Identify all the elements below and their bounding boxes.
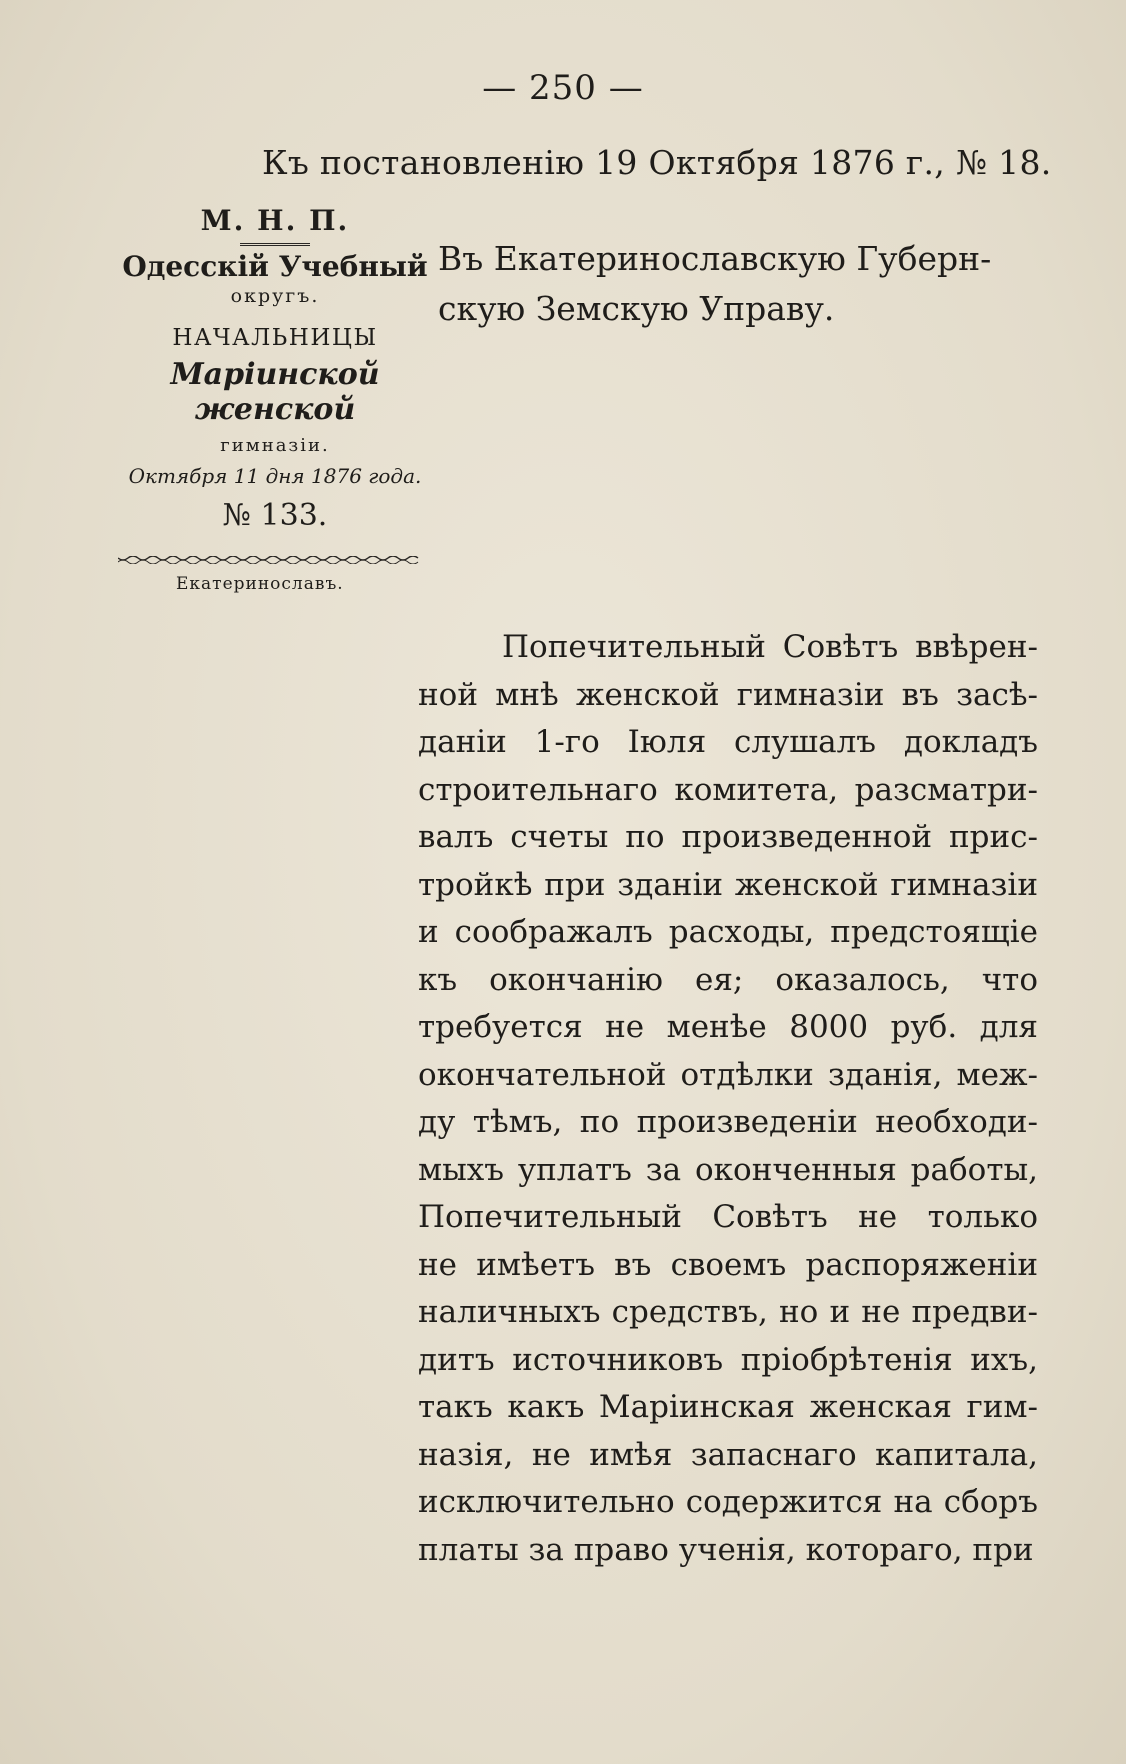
sender-block (110, 204, 440, 533)
body-line: ду тѣмъ, по произведеніи необходи- (418, 1104, 1038, 1140)
body-line: требуется не менѣе 8000 руб. для (418, 1009, 1038, 1045)
office-title: НАЧАЛЬНИЦЫ (172, 325, 378, 351)
body-line: назія, не имѣя запаснаго капитала, (418, 1436, 1038, 1473)
page-number: — 250 — (482, 68, 644, 108)
body-line: къ окончанію ея; оказалось, что (418, 961, 1038, 998)
addressee-line: скую Земскую Управу. (438, 289, 835, 328)
body-line: платы за право ученія, котораго, при (418, 1531, 1034, 1568)
body-line: тройкѣ при зданіи женской гимназіи (418, 866, 1038, 903)
body-line: строительнаго комитета, разсматри- (418, 771, 1038, 808)
body-line: ной мнѣ женской гимназіи въ засѣ- (418, 676, 1038, 713)
body-line: наличныхъ средствъ, но и не предви- (418, 1294, 1038, 1330)
body-line: такъ какъ Маріинская женская гим- (418, 1389, 1038, 1425)
letter-number: № 133. (222, 498, 328, 533)
body-line: мыхъ уплатъ за оконченныя работы, (418, 1151, 1038, 1188)
body-line: окончательной отдѣлки зданія, меж- (418, 1056, 1038, 1093)
body-line: исключительно содержится на сборъ (418, 1484, 1038, 1520)
addressee (438, 234, 1048, 334)
body-text (418, 624, 1038, 1574)
wavy-divider (118, 556, 423, 564)
body-line: дитъ источниковъ пріобрѣтенія ихъ, (418, 1341, 1038, 1378)
ministry-rule (240, 243, 310, 246)
district-line1: Одесскій Учебный (122, 250, 428, 283)
ministry-abbrev: М. Н. П. (200, 204, 350, 237)
body-line: не имѣетъ въ своемъ распоряженіи (418, 1246, 1038, 1283)
district-line2: округъ. (230, 285, 320, 307)
body-line: валъ счеты по произведенной прис- (418, 819, 1038, 855)
school-name-line2: гимназіи. (220, 435, 330, 456)
city-name: Екатеринославъ. (176, 574, 344, 594)
school-name-line1: Маріинской женской (170, 357, 380, 427)
body-line: Попечительный Совѣтъ ввѣрен- (502, 629, 1038, 665)
body-line: даніи 1-го Іюля слушалъ докладъ (418, 724, 1038, 760)
reference-line: Къ постановленію 19 Октября 1876 г., № 18. (262, 143, 1052, 182)
body-line: Попечительный Совѣтъ не только (418, 1199, 1038, 1235)
body-line: и соображалъ расходы, предстоящіе (418, 914, 1038, 950)
addressee-line: Въ Екатеринославскую Губерн- (438, 239, 992, 278)
letter-date: Октября 11 дня 1876 года. (128, 464, 422, 488)
